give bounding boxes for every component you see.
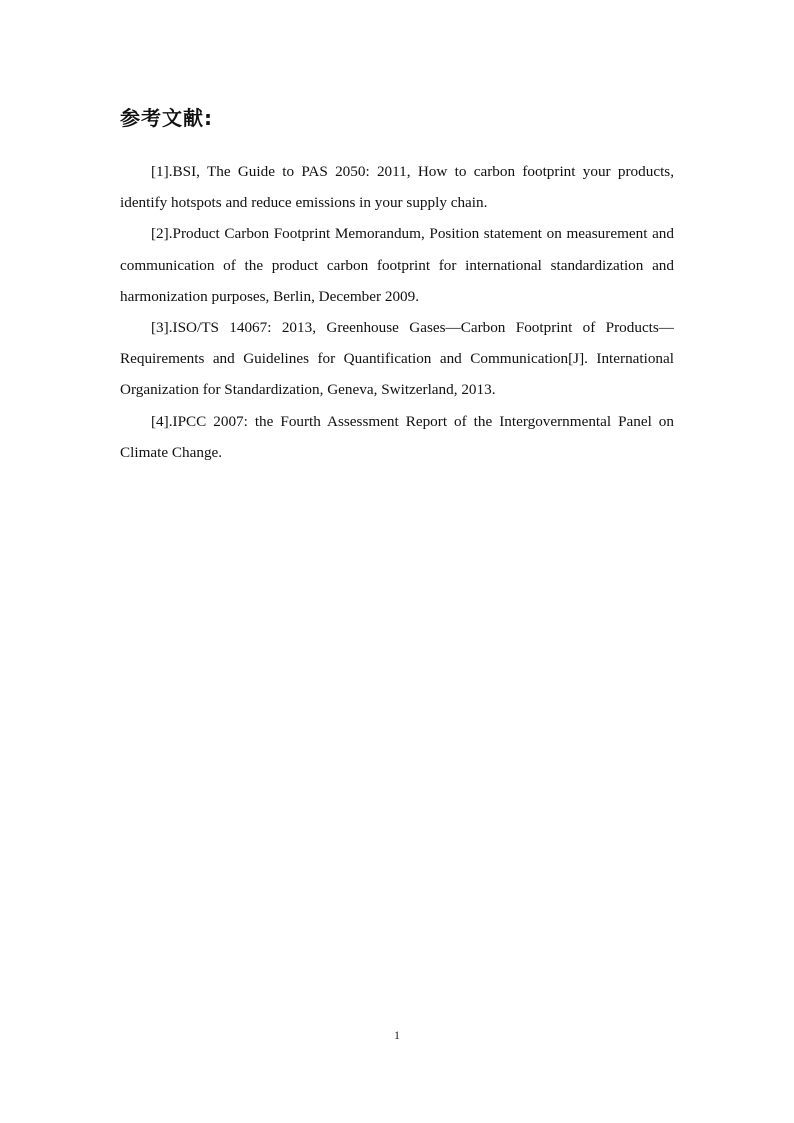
page-number: 1	[394, 1028, 400, 1042]
reference-item-4: [4].IPCC 2007: the Fourth Assessment Report of the Intergovernmental Panel on Climate Change.	[120, 412, 674, 461]
reference-item-1: [1].BSI, The Guide to PAS 2050: 2011, How to carbon footprint your products, identify hotspots and reduce emissions in your supply chain.	[120, 163, 674, 212]
reference-item-3: [3].ISO/TS 14067: 2013, Greenhouse Gases—Carbon Footprint of Products—Requirements and Guidelines for Quantification and Communication[J]. International Organization for Standardization, Geneva, Switzerland, 2013.	[120, 319, 674, 399]
references-heading: 参考文献:	[120, 106, 213, 130]
reference-item-2: [2].Product Carbon Footprint Memorandum, Position statement on measurement and communication of the product carbon footprint for international standardization and harmonization purposes, Berlin, December 2009.	[120, 225, 674, 305]
reference-list	[120, 156, 674, 468]
